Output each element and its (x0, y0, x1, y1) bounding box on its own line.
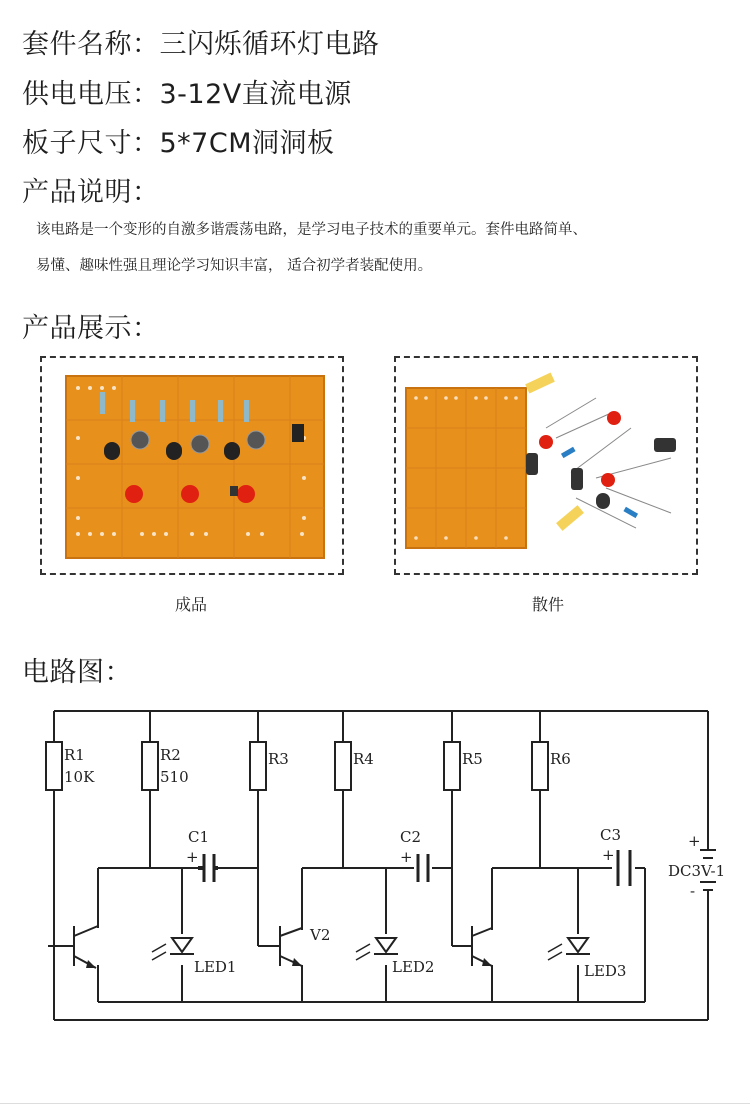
label-led1: LED1 (194, 958, 237, 976)
finished-board-image (42, 358, 342, 573)
finished-caption: 成品 (174, 595, 207, 614)
label-c1: C1 (188, 828, 210, 846)
label-c2-plus: + (400, 848, 413, 866)
description-heading: 产品说明： (22, 177, 160, 208)
board-size-line: 板子尺寸：5*7CM洞洞板 (22, 128, 335, 159)
label-minus: - (690, 882, 696, 900)
label-r3: R3 (268, 750, 289, 768)
supply-voltage-line: 供电电压：3-12V直流电源 (22, 79, 352, 110)
label-r2-value: 510 (160, 768, 189, 786)
label-c2: C2 (400, 828, 422, 846)
label-v2: V2 (310, 926, 331, 944)
label-c3: C3 (600, 826, 622, 844)
description-line-2: 易懂、趣味性强且理论学习知识丰富， 适合初学者装配使用。 (36, 258, 433, 274)
label-source: DC3V-1 (668, 862, 726, 880)
showcase-heading: 产品展示： (22, 313, 160, 344)
parts-image (396, 358, 696, 573)
schematic-leds (170, 938, 590, 954)
description-line-1: 该电路是一个变形的自激多谐震荡电路，是学习电子技术的重要单元。套件电路简单、 (36, 222, 587, 238)
circuit-schematic (0, 690, 750, 1040)
finished-product-photo (40, 356, 344, 575)
label-r5: R5 (462, 750, 483, 768)
parts-caption: 散件 (531, 595, 564, 614)
label-led3: LED3 (584, 962, 627, 980)
label-c1-plus: + (186, 848, 199, 866)
label-r4: R4 (353, 750, 374, 768)
label-r1-value: 10K (64, 768, 95, 786)
kit-name-line: 套件名称：三闪烁循环灯电路 (22, 29, 380, 60)
label-r2: R2 (160, 746, 181, 764)
page-divider (0, 1103, 750, 1104)
schematic-heading: 电路图： (22, 657, 132, 688)
label-led2: LED2 (392, 958, 435, 976)
label-c3-plus: + (602, 846, 615, 864)
parts-photo (394, 356, 698, 575)
label-r6: R6 (550, 750, 571, 768)
label-plus: + (688, 832, 701, 850)
label-r1: R1 (64, 746, 85, 764)
